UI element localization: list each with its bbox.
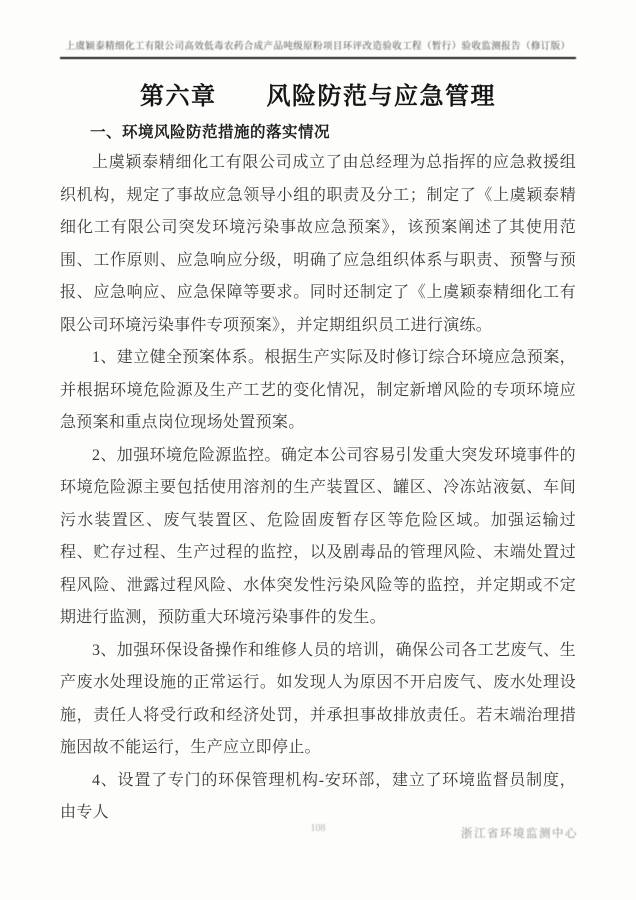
- document-body: [60, 119, 576, 830]
- paragraph: 3、加强环保设备操作和维修人员的培训，确保公司各工艺废气、生产废水处理设施的正常运行。如发现人为原因不开启废气、废水处理设施，责任人将受行政和经济处罚，并承担事故排放责任。若末端治理措施因故不能运行，生产应立即停止。: [60, 641, 576, 756]
- chapter-title: [60, 76, 576, 111]
- page-number: 108: [310, 823, 326, 834]
- running-header-text: 上虞颖泰精细化工有限公司高效低毒农药合成产品吨级原粉项目环评改造验收工程（暂行）验收监测报告（修订版）: [65, 42, 571, 52]
- section-heading: 一、环境风险防范措施的落实情况: [90, 124, 331, 141]
- monitoring-center-stamp: 浙江省环境监测中心: [461, 828, 578, 840]
- running-header: [60, 38, 576, 59]
- paragraph: 上虞颖泰精细化工有限公司成立了由总经理为总指挥的应急救援组织机构，规定了事故应急领导小组的职责及分工；制定了《上虞颖泰精细化工有限公司突发环境污染事故应急预案》，该预案阐述了其使用范围、工作原则、应急响应分级，明确了应急组织体系与职责、预警与预报、应急响应、应急保障等要求。同时还制定了《上虞颖泰精细化工有限公司环境污染事件专项预案》，并定期组织员工进行演练。: [60, 154, 576, 334]
- chapter-number: 第六章: [140, 84, 217, 110]
- paragraph: 1、建立健全预案体系。根据生产实际及时修订综合环境应急预案，并根据环境危险源及生产工艺的变化情况，制定新增风险的专项环境应急预案和重点岗位现场处置预案。: [60, 349, 576, 431]
- paragraph: 4、设置了专门的环保管理机构-安环部，建立了环境监督员制度，由专人: [60, 771, 576, 821]
- paragraph: 2、加强环境危险源监控。确定本公司容易引发重大突发环境事件的环境危险源主要包括使用溶剂的生产装置区、罐区、冷冻站液氨、车间污水装置区、废气装置区、危险固废暂存区等危险区域。加强运输过程、贮存过程、生产过程的监控，以及剧毒品的管理风险、末端处置过程风险、泄露过程风险、水体突发性污染风险等的监控，并定期或不定期进行监测，预防重大环境污染事件的发生。: [60, 446, 576, 626]
- paragraph-list: [60, 147, 576, 830]
- chapter-name: 风险防范与应急管理: [266, 84, 496, 110]
